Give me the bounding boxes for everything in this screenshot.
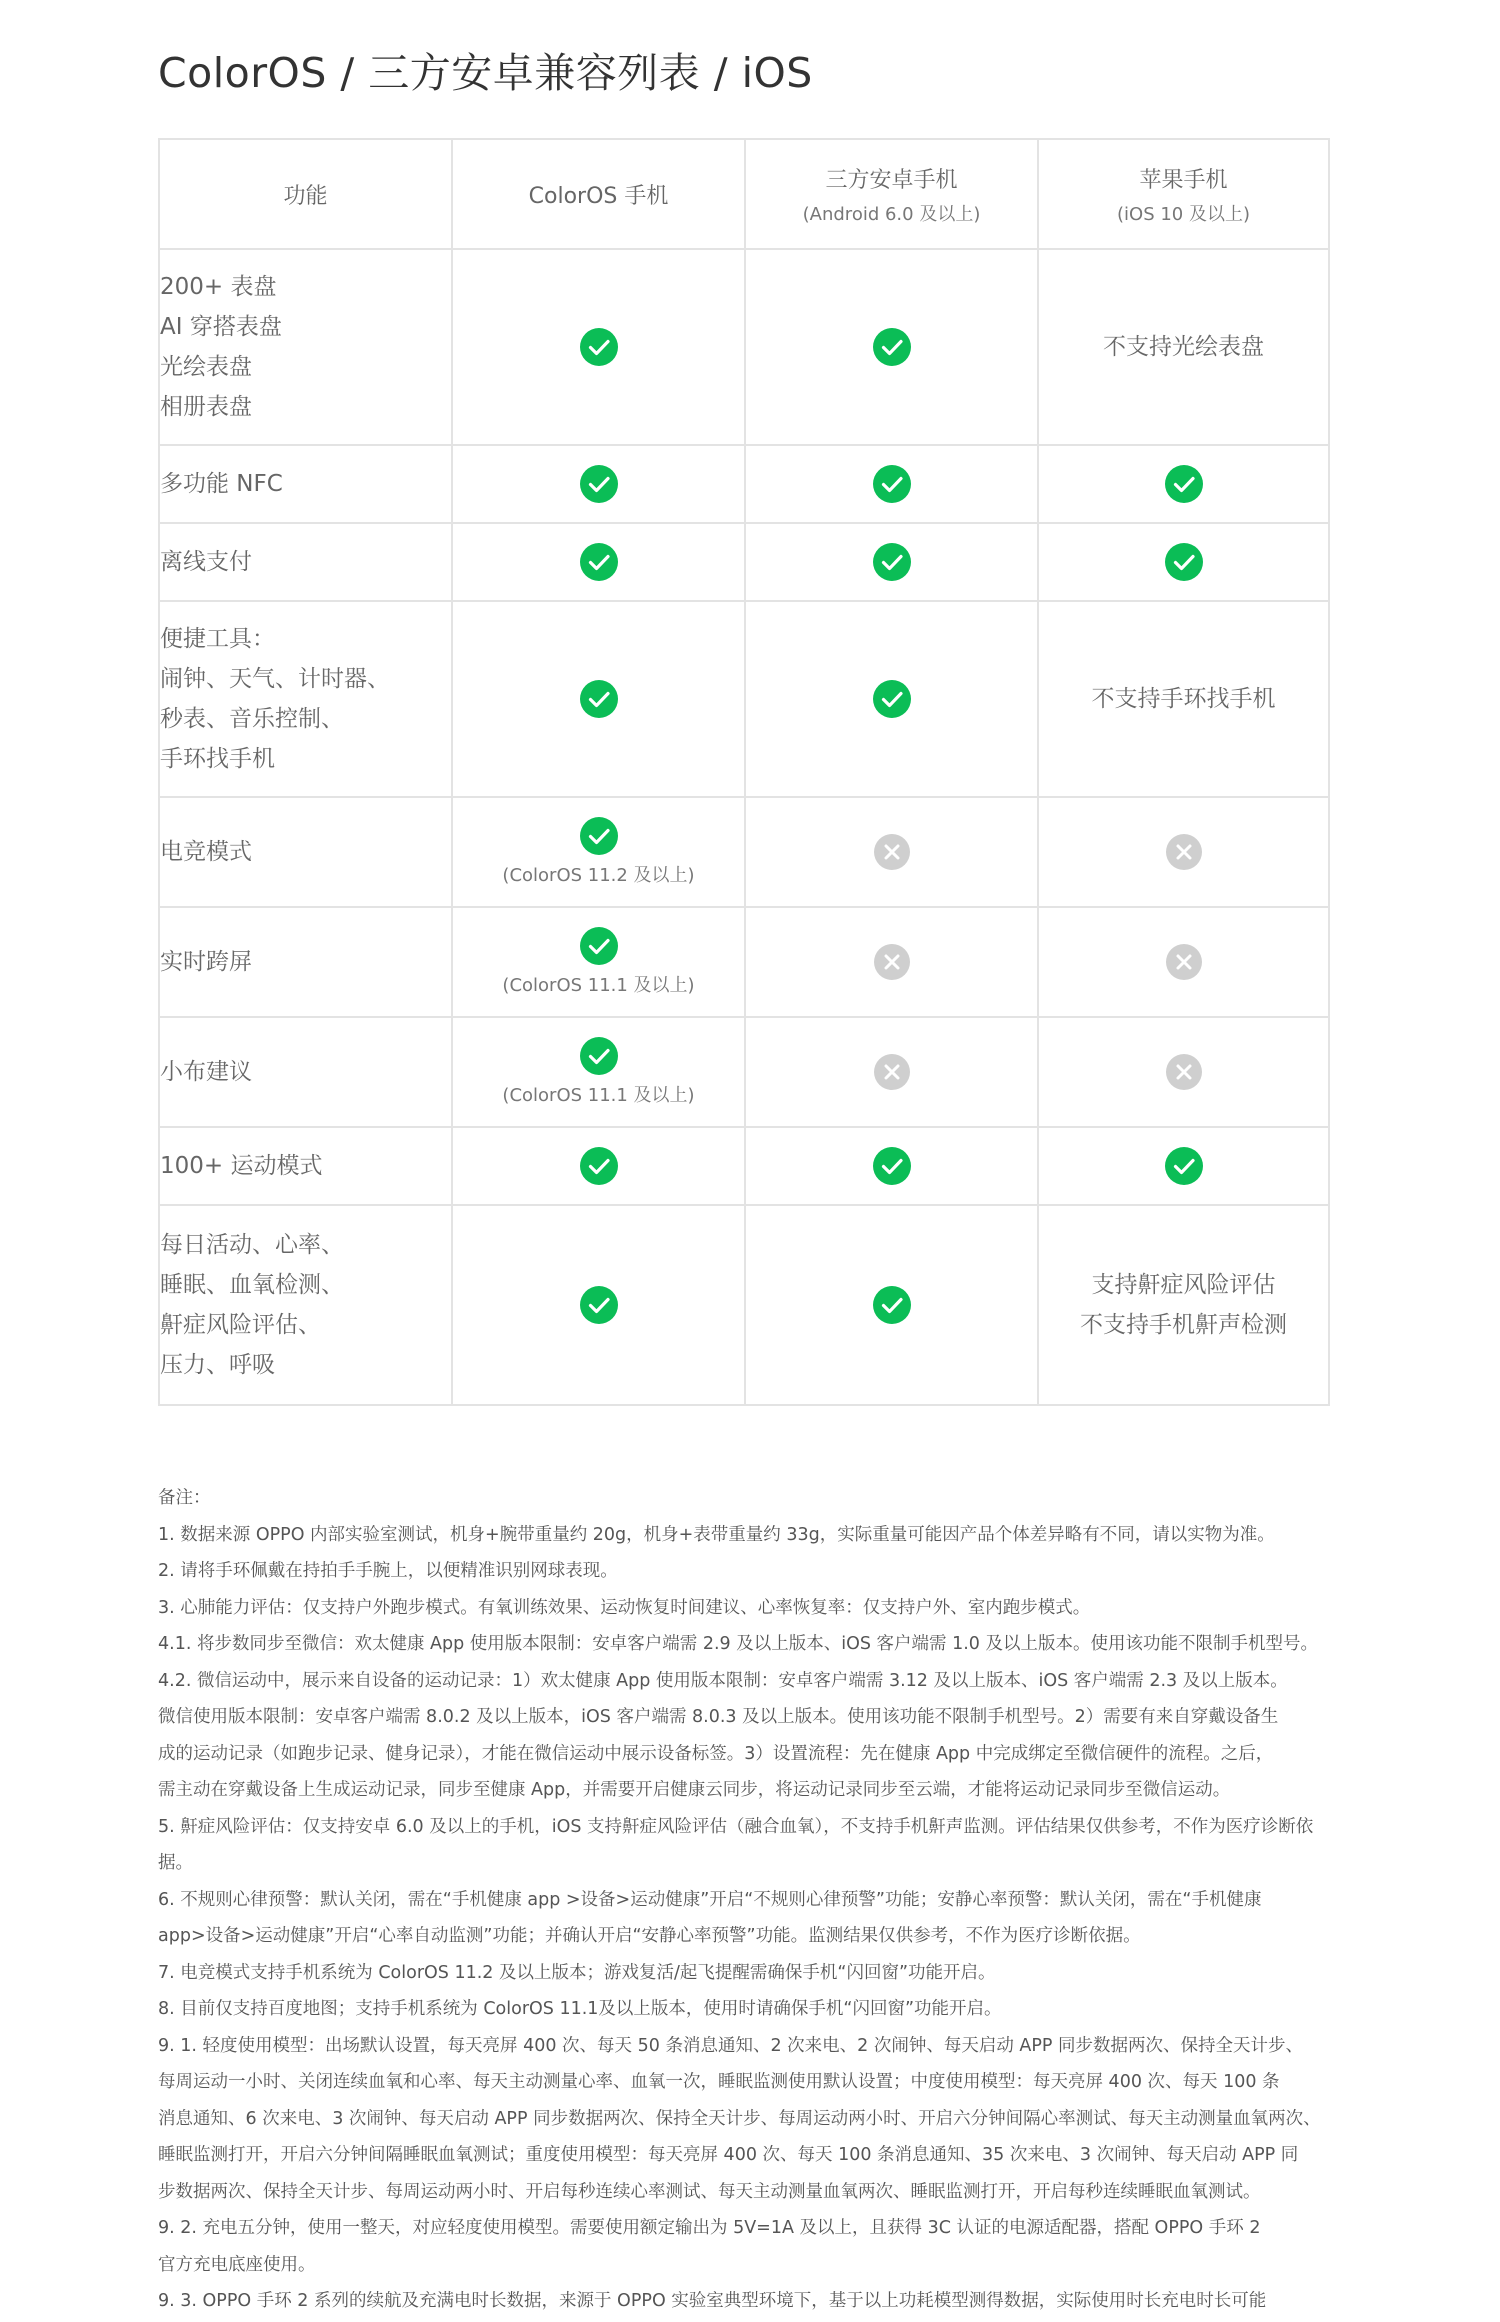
note-line: 4.2. 微信运动中，展示来自设备的运动记录：1）欢太健康 App 使用版本限制：安卓客户端需 3.12 及以上版本、iOS 客户端需 2.3 及以上版本。	[158, 1670, 1288, 1691]
compatibility-table	[158, 138, 1330, 1406]
status-cell	[745, 1127, 1038, 1205]
feature-line: 相册表盘	[160, 394, 252, 420]
support-note: 不支持手机鼾声检测	[1080, 1312, 1287, 1338]
status-cell	[1038, 907, 1329, 1017]
note-line: 9. 1. 轻度使用模型：出场默认设置，每天亮屏 400 次、每天 50 条消息通知、2 次来电、2 次闹钟、每天启动 APP 同步数据两次、保持全天计步、	[158, 2035, 1304, 2056]
feature-cell	[159, 907, 452, 1017]
cross-icon	[1165, 943, 1203, 981]
status-cell	[452, 445, 745, 523]
feature-cell	[159, 797, 452, 907]
status-cell	[452, 601, 745, 797]
feature-line: 手环找手机	[160, 746, 275, 772]
page-title: ColorOS / 三方安卓兼容列表 / iOS	[158, 49, 813, 97]
status-cell	[1038, 445, 1329, 523]
version-note: (ColorOS 11.1 及以上)	[502, 1085, 695, 1106]
check-icon	[1165, 1147, 1203, 1185]
table-row	[159, 445, 1329, 523]
note-line: 3. 心肺能力评估：仅支持户外跑步模式。有氧训练效果、运动恢复时间建议、心率恢复率：仅支持户外、室内跑步模式。	[158, 1597, 1091, 1618]
note-line: 6. 不规则心律预警：默认关闭，需在“手机健康 app >设备>运动健康”开启“不规则心律预警”功能；安静心率预警：默认关闭，需在“手机健康	[158, 1889, 1262, 1910]
feature-line: 离线支付	[160, 549, 252, 575]
note-line: 每周运动一小时、关闭连续血氧和心率、每天主动测量心率、血氧一次，睡眠监测使用默认设置；中度使用模型：每天亮屏 400 次、每天 100 条	[158, 2072, 1280, 2092]
header-feature: 功能	[159, 139, 452, 249]
feature-cell	[159, 1017, 452, 1127]
feature-line: 鼾症风险评估、	[160, 1312, 321, 1338]
note-line: 7. 电竞模式支持手机系统为 ColorOS 11.2 及以上版本；游戏复活/起飞提醒需确保手机“闪回窗”功能开启。	[158, 1962, 996, 1983]
table-row	[159, 907, 1329, 1017]
table-row	[159, 249, 1329, 445]
status-cell	[1038, 601, 1329, 797]
version-note: (ColorOS 11.2 及以上)	[502, 865, 695, 886]
check-icon	[873, 328, 911, 366]
note-line: 4.1. 将步数同步至微信：欢太健康 App 使用版本限制：安卓客户端需 2.9 及以上版本、iOS 客户端需 1.0 及以上版本。使用该功能不限制手机型号。	[158, 1634, 1318, 1654]
status-cell	[745, 907, 1038, 1017]
status-cell	[1038, 249, 1329, 445]
feature-cell	[159, 445, 452, 523]
check-icon	[873, 1147, 911, 1185]
check-icon	[873, 543, 911, 581]
table-row	[159, 1017, 1329, 1127]
feature-line: 实时跨屏	[160, 949, 252, 975]
table-row	[159, 1127, 1329, 1205]
check-icon	[580, 465, 618, 503]
check-icon	[580, 328, 618, 366]
status-cell	[745, 601, 1038, 797]
header-ios: 苹果手机 (iOS 10 及以上)	[1038, 139, 1329, 249]
feature-cell	[159, 1127, 452, 1205]
cross-icon	[873, 943, 911, 981]
check-icon	[580, 543, 618, 581]
feature-line: 闹钟、天气、计时器、	[160, 666, 390, 692]
notes-section	[158, 1480, 1348, 2320]
header-android: 三方安卓手机 (Android 6.0 及以上)	[745, 139, 1038, 249]
note-line: 官方充电底座使用。	[158, 2254, 316, 2275]
cross-icon	[1165, 833, 1203, 871]
header-coloros: ColorOS 手机	[452, 139, 745, 249]
table-row	[159, 601, 1329, 797]
support-note: 支持鼾症风险评估	[1091, 1272, 1276, 1298]
table-row	[159, 797, 1329, 907]
check-icon	[873, 680, 911, 718]
check-icon	[1165, 465, 1203, 503]
status-cell	[745, 445, 1038, 523]
feature-line: 便捷工具：	[160, 626, 275, 652]
table-header-row	[159, 139, 1329, 249]
feature-line: 秒表、音乐控制、	[160, 706, 344, 732]
status-cell	[452, 249, 745, 445]
feature-line: 多功能 NFC	[160, 471, 283, 497]
status-cell	[745, 797, 1038, 907]
note-line: 1. 数据来源 OPPO 内部实验室测试，机身+腕带重量约 20g，机身+表带重量约 33g，实际重量可能因产品个体差异略有不同，请以实物为准。	[158, 1524, 1275, 1545]
note-line: 9. 3. OPPO 手环 2 系列的续航及充满电时长数据，来源于 OPPO 实验室典型环境下，基于以上功耗模型测得数据，实际使用时长充电时长可能	[158, 2291, 1267, 2311]
check-icon	[580, 1147, 618, 1185]
note-line: 2. 请将手环佩戴在持拍手手腕上，以便精准识别网球表现。	[158, 1561, 618, 1581]
feature-line: 200+ 表盘	[160, 274, 277, 300]
check-icon	[580, 1286, 618, 1324]
feature-cell	[159, 601, 452, 797]
note-line: 睡眠监测打开，开启六分钟间隔睡眠血氧测试；重度使用模型：每天亮屏 400 次、每天 100 条消息通知、35 次来电、3 次闹钟、每天启动 APP 同	[158, 2145, 1299, 2165]
feature-cell	[159, 1205, 452, 1405]
check-icon	[873, 1286, 911, 1324]
status-cell	[452, 907, 745, 1017]
note-line: 5. 鼾症风险评估：仅支持安卓 6.0 及以上的手机，iOS 支持鼾症风险评估（融合血氧），不支持手机鼾声监测。评估结果仅供参考，不作为医疗诊断依据。	[158, 1816, 1314, 1873]
status-cell	[452, 523, 745, 601]
status-cell	[1038, 523, 1329, 601]
notes-heading: 备注：	[158, 1488, 211, 1508]
version-note: (ColorOS 11.1 及以上)	[502, 975, 695, 996]
note-line: 步数据两次、保持全天计步、每周运动两小时、开启每秒连续心率测试、每天主动测量血氧两次、睡眠监测打开，开启每秒连续睡眠血氧测试。	[158, 2181, 1261, 2202]
status-cell	[452, 797, 745, 907]
table-row	[159, 1205, 1329, 1405]
check-icon	[580, 817, 618, 855]
feature-line: 光绘表盘	[160, 354, 252, 380]
status-cell	[1038, 1127, 1329, 1205]
table-row	[159, 523, 1329, 601]
status-cell	[745, 523, 1038, 601]
status-cell	[1038, 1017, 1329, 1127]
status-cell	[745, 249, 1038, 445]
feature-cell	[159, 249, 452, 445]
note-line: 需主动在穿戴设备上生成运动记录，同步至健康 App，并需要开启健康云同步，将运动记录同步至云端，才能将运动记录同步至微信运动。	[158, 1780, 1231, 1800]
feature-line: AI 穿搭表盘	[160, 314, 282, 340]
feature-line: 100+ 运动模式	[160, 1153, 323, 1179]
check-icon	[1165, 543, 1203, 581]
feature-line: 电竞模式	[160, 839, 252, 865]
check-icon	[580, 680, 618, 718]
status-cell	[452, 1017, 745, 1127]
feature-line: 压力、呼吸	[160, 1352, 275, 1378]
status-cell	[452, 1127, 745, 1205]
feature-line: 每日活动、心率、	[160, 1232, 344, 1258]
cross-icon	[1165, 1053, 1203, 1091]
feature-line: 小布建议	[160, 1059, 252, 1085]
cross-icon	[873, 833, 911, 871]
status-cell	[1038, 1205, 1329, 1405]
support-note: 不支持手环找手机	[1091, 686, 1276, 712]
check-icon	[580, 927, 618, 965]
note-line: 微信使用版本限制：安卓客户端需 8.0.2 及以上版本，iOS 客户端需 8.0.3 及以上版本。使用该功能不限制手机型号。2）需要有来自穿戴设备生	[158, 1707, 1279, 1727]
check-icon	[580, 1037, 618, 1075]
note-line: 9. 2. 充电五分钟，使用一整天，对应轻度使用模型。需要使用额定输出为 5V=1A 及以上，且获得 3C 认证的电源适配器，搭配 OPPO 手环 2	[158, 2218, 1261, 2238]
note-line: 8. 目前仅支持百度地图；支持手机系统为 ColorOS 11.1及以上版本，使用时请确保手机“闪回窗”功能开启。	[158, 1999, 1002, 2019]
feature-line: 睡眠、血氧检测、	[160, 1272, 344, 1298]
status-cell	[1038, 797, 1329, 907]
status-cell	[745, 1205, 1038, 1405]
note-line: app>设备>运动健康”开启“心率自动监测”功能；并确认开启“安静心率预警”功能。监测结果仅供参考，不作为医疗诊断依据。	[158, 1926, 1141, 1946]
status-cell	[745, 1017, 1038, 1127]
status-cell	[452, 1205, 745, 1405]
note-line: 消息通知、6 次来电、3 次闹钟、每天启动 APP 同步数据两次、保持全天计步、每周运动两小时、开启六分钟间隔心率测试、每天主动测量血氧两次、	[158, 2108, 1321, 2129]
support-note: 不支持光绘表盘	[1103, 334, 1264, 360]
feature-cell	[159, 523, 452, 601]
note-line: 成的运动记录（如跑步记录、健身记录），才能在微信运动中展示设备标签。3）设置流程：先在健康 App 中完成绑定至微信硬件的流程。之后，	[158, 1743, 1274, 1764]
check-icon	[873, 465, 911, 503]
cross-icon	[873, 1053, 911, 1091]
